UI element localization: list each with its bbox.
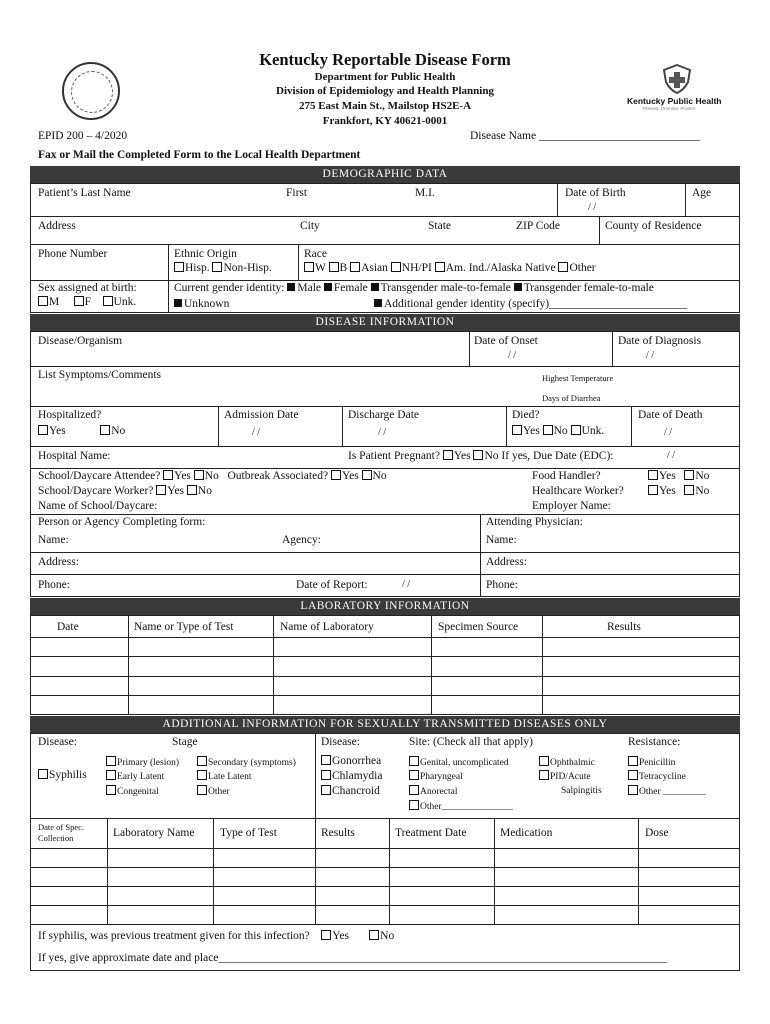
admission-label[interactable]: Admission Date: [224, 409, 299, 421]
admission-slashes: / /: [252, 427, 261, 438]
chlamydia-checkbox[interactable]: [321, 770, 331, 780]
g-unknown-row: [174, 298, 229, 310]
g-ftm-checkbox[interactable]: [514, 283, 522, 291]
school-att-no-label: No: [204, 470, 219, 482]
g-mtf-checkbox[interactable]: [371, 283, 379, 291]
secondary-label: Secondary (symptoms): [208, 758, 296, 768]
gonorrhea-label: Gonorrhea: [332, 755, 382, 767]
std-col-spec-date: Date of Spec. Collection: [38, 822, 85, 843]
last-name-label[interactable]: Patient’s Last Name: [38, 187, 131, 199]
healthcare-options: [648, 485, 709, 497]
food-no-label: No: [695, 470, 710, 482]
prev-yes-checkbox[interactable]: [321, 930, 331, 940]
std-col-medication: Medication: [500, 827, 553, 839]
site-pharyngeal: [409, 770, 463, 782]
logo-tagline: Prevent. Promote. Protect.: [643, 106, 697, 111]
physician-address-label[interactable]: Address:: [486, 556, 527, 568]
completer-phone-label[interactable]: Phone:: [38, 579, 70, 591]
secondary-checkbox[interactable]: [197, 756, 207, 766]
person-agency-label: Person or Agency Completing form:: [38, 516, 206, 528]
county-label[interactable]: County of Residence: [605, 220, 702, 232]
attending-physician-label: Attending Physician:: [486, 516, 583, 528]
chancroid-label: Chancroid: [332, 785, 380, 797]
outbreak-yes-label: Yes: [341, 470, 359, 482]
res-other-field[interactable]: Other _________: [639, 787, 706, 797]
stage-other: [197, 785, 230, 797]
section-disease: DISEASE INFORMATION: [30, 314, 740, 331]
edc-slashes: / /: [667, 450, 676, 461]
lab-col-specimen: Specimen Source: [438, 621, 519, 633]
stage-other-label: Other: [208, 787, 230, 797]
school-att-yes-label: Yes: [174, 470, 191, 482]
school-attendee-label: School/Daycare Attendee?: [38, 470, 161, 482]
shield-cross-icon: [662, 64, 692, 94]
school-worker-row: [38, 485, 212, 497]
preg-yes-label: Yes: [453, 450, 471, 462]
died-unk-checkbox[interactable]: [571, 425, 581, 435]
died-unk-label: Unk.: [581, 425, 605, 437]
zip-label[interactable]: ZIP Code: [516, 220, 560, 232]
g-additional-checkbox[interactable]: [374, 299, 382, 307]
std-stage-label: Stage: [172, 736, 198, 748]
site-genital: [409, 756, 509, 768]
died-yes-label: Yes: [523, 425, 540, 437]
primary-label: Primary (lesion): [117, 758, 180, 768]
race-nhpi-checkbox[interactable]: [391, 262, 401, 272]
section-demographic: DEMOGRAPHIC DATA: [30, 166, 740, 183]
std-col-dose: Dose: [645, 827, 669, 839]
res-penicillin: [628, 756, 675, 768]
tetracycline-label: Tetracycline: [639, 772, 686, 782]
outbreak-yes-checkbox[interactable]: [331, 470, 341, 480]
pid-label: PID/Acute: [550, 772, 591, 782]
school-name-label[interactable]: Name of School/Daycare:: [38, 500, 158, 512]
food-no-checkbox[interactable]: [684, 470, 694, 480]
symptoms-label[interactable]: List Symptoms/Comments: [38, 369, 162, 381]
hosp-no-checkbox[interactable]: [100, 425, 110, 435]
race-asian-checkbox[interactable]: [350, 262, 360, 272]
stage-other-checkbox[interactable]: [197, 785, 207, 795]
pregnant-label: Is Patient Pregnant?: [348, 450, 440, 462]
stage-congenital: [106, 785, 159, 797]
pharyngeal-checkbox[interactable]: [409, 770, 419, 780]
lab-col-laboratory: Name of Laboratory: [280, 621, 374, 633]
tetracycline-checkbox[interactable]: [628, 770, 638, 780]
ethnic-origin-label: Ethnic Origin: [174, 248, 237, 260]
completer-name-label[interactable]: Name:: [38, 534, 69, 546]
ethnic-options: [174, 262, 272, 274]
report-date-label[interactable]: Date of Report:: [296, 579, 368, 591]
section-std: ADDITIONAL INFORMATION FOR SEXUALLY TRANSMITTED DISEASES ONLY: [30, 716, 740, 733]
prev-treatment-row: [38, 930, 394, 942]
res-tetracycline: [628, 770, 686, 782]
late-latent-checkbox[interactable]: [197, 770, 207, 780]
hospitalized-label: Hospitalized?: [38, 409, 102, 421]
g-male-checkbox[interactable]: [287, 283, 295, 291]
food-handler-options: [648, 470, 709, 482]
lab-col-date: Date: [57, 621, 79, 633]
died-options: [512, 425, 604, 437]
food-handler-label: Food Handler?: [532, 470, 601, 482]
std-disease-label: Disease:: [38, 736, 77, 748]
died-no-label: No: [553, 425, 568, 437]
disease-organism-label[interactable]: Disease/Organism: [38, 335, 123, 347]
stage-secondary: [197, 756, 296, 768]
outbreak-no-label: No: [372, 470, 387, 482]
g-female-checkbox[interactable]: [324, 283, 332, 291]
nonhisp-label: Non-Hisp.: [223, 262, 272, 274]
highest-temp-label[interactable]: Highest Temperature: [542, 373, 614, 383]
g-mtf-label: Transgender male-to-female: [380, 282, 511, 294]
food-yes-label: Yes: [659, 470, 676, 482]
pid-checkbox[interactable]: [539, 770, 549, 780]
first-name-label[interactable]: First: [286, 187, 308, 199]
address-label[interactable]: Address: [38, 220, 76, 232]
site-other: [409, 800, 513, 812]
prev-no-label: No: [380, 930, 395, 942]
g-male-label: Male: [297, 282, 322, 294]
healthcare-worker-label: Healthcare Worker?: [532, 485, 624, 497]
g-additional-field[interactable]: Additional gender identity (specify)________________________: [384, 298, 688, 310]
dob-label[interactable]: Date of Birth: [565, 187, 626, 199]
chancroid-row: [321, 785, 380, 797]
genital-label: Genital, uncomplicated: [420, 758, 509, 768]
preg-no-checkbox[interactable]: [473, 450, 483, 460]
race-asian-label: Asian: [361, 262, 388, 274]
division-line: Division of Epidemiology and Health Planning: [276, 85, 494, 97]
city-label[interactable]: City: [300, 220, 320, 232]
died-label: Died?: [512, 409, 540, 421]
physician-name-label[interactable]: Name:: [486, 534, 517, 546]
race-am-label: Am. Ind./Alaska Native: [445, 262, 556, 274]
prev-yes-label: Yes: [332, 930, 350, 942]
prev-treatment-label: If syphilis, was previous treatment given for this infection?: [38, 930, 310, 942]
sex-f-label: F: [84, 296, 92, 308]
days-diarrhea-label[interactable]: Days of Diarrhea: [542, 393, 601, 403]
phone-label[interactable]: Phone Number: [38, 248, 108, 260]
race-options: [304, 262, 596, 274]
penicillin-label: Penicillin: [639, 758, 676, 768]
school-work-yes-label: Yes: [167, 485, 185, 497]
hosp-no-label: No: [111, 425, 126, 437]
primary-checkbox[interactable]: [106, 756, 116, 766]
site-ophthalmic: [539, 756, 595, 768]
outbreak-label: Outbreak Associated?: [227, 470, 329, 482]
agency-label[interactable]: Agency:: [282, 534, 321, 546]
died-no-checkbox[interactable]: [543, 425, 553, 435]
chancroid-checkbox[interactable]: [321, 785, 331, 795]
race-other-checkbox[interactable]: [558, 262, 568, 272]
form-title: Kentucky Reportable Disease Form: [259, 50, 511, 69]
site-other-field[interactable]: Other_______________: [420, 802, 513, 812]
edc-label[interactable]: If yes, Due Date (EDC):: [501, 450, 614, 462]
hisp-checkbox[interactable]: [174, 262, 184, 272]
school-work-no-checkbox[interactable]: [187, 485, 197, 495]
sex-unk-label: Unk.: [113, 296, 137, 308]
salpingitis-label: Salpingitis: [561, 786, 602, 796]
completer-address-label[interactable]: Address:: [38, 556, 79, 568]
section-lab: LABORATORY INFORMATION: [30, 598, 740, 615]
hcw-yes-label: Yes: [659, 485, 676, 497]
died-yes-checkbox[interactable]: [512, 425, 522, 435]
logo-text: Kentucky Public Health: [627, 96, 722, 106]
std-col-results: Results: [321, 827, 355, 839]
site-label: Site: (Check all that apply): [409, 736, 533, 748]
prev-no-checkbox[interactable]: [369, 930, 379, 940]
g-ftm-label: Transgender female-to-male: [523, 282, 654, 294]
res-other-checkbox[interactable]: [628, 785, 638, 795]
gender-label: Current gender identity:: [174, 282, 285, 294]
penicillin-checkbox[interactable]: [628, 756, 638, 766]
preg-no-label: No: [484, 450, 499, 462]
lab-col-test: Name or Type of Test: [134, 621, 234, 633]
outbreak-no-checkbox[interactable]: [362, 470, 372, 480]
preg-yes-checkbox[interactable]: [443, 450, 453, 460]
site-anorectal: [409, 785, 457, 797]
res-other: [628, 785, 706, 797]
state-label[interactable]: State: [428, 220, 451, 232]
hisp-label: Hisp.: [185, 262, 210, 274]
onset-slashes: / /: [508, 350, 517, 361]
sex-f-checkbox[interactable]: [74, 296, 84, 306]
anorectal-label: Anorectal: [420, 787, 458, 797]
epid-number: EPID 200 – 4/2020: [38, 130, 128, 142]
employer-name-label[interactable]: Employer Name:: [532, 500, 611, 512]
death-label[interactable]: Date of Death: [638, 409, 703, 421]
gender-row: [174, 282, 654, 294]
school-att-no-checkbox[interactable]: [194, 470, 204, 480]
g-additional-row: [374, 298, 687, 310]
hosp-yes-label: Yes: [49, 425, 66, 437]
disease-name-field[interactable]: Disease Name ____________________________: [470, 130, 700, 142]
congenital-checkbox[interactable]: [106, 785, 116, 795]
hospitalized-options: [38, 425, 125, 437]
school-attendee-row: [38, 470, 387, 482]
chlamydia-row: [321, 770, 382, 782]
sex-options: [38, 296, 136, 308]
school-work-yes-checkbox[interactable]: [156, 485, 166, 495]
diagnosis-slashes: / /: [646, 350, 655, 361]
discharge-slashes: / /: [378, 427, 387, 438]
physician-phone-label[interactable]: Phone:: [486, 579, 518, 591]
hospital-name-label[interactable]: Hospital Name:: [38, 450, 111, 462]
diagnosis-label[interactable]: Date of Diagnosis: [618, 335, 702, 347]
sex-m-label: M: [49, 296, 60, 308]
anorectal-checkbox[interactable]: [409, 785, 419, 795]
ophthalmic-label: Ophthalmic: [550, 758, 595, 768]
early-latent-checkbox[interactable]: [106, 770, 116, 780]
race-label: Race: [304, 248, 327, 260]
race-w-label: W: [315, 262, 326, 274]
syphilis-checkbox[interactable]: [38, 769, 48, 779]
g-unknown-label: Unknown: [184, 298, 230, 310]
approx-date-place-field[interactable]: If yes, give approximate date and place______________________________________________________________________________: [38, 952, 667, 964]
hosp-yes-checkbox[interactable]: [38, 425, 48, 435]
sex-m-checkbox[interactable]: [38, 296, 48, 306]
resistance-label: Resistance:: [628, 736, 681, 748]
hcw-no-label: No: [695, 485, 710, 497]
congenital-label: Congenital: [117, 787, 159, 797]
onset-label[interactable]: Date of Onset: [474, 335, 538, 347]
sex-unk-checkbox[interactable]: [103, 296, 113, 306]
nonhisp-checkbox[interactable]: [212, 262, 222, 272]
pharyngeal-label: Pharyngeal: [420, 772, 463, 782]
middle-initial-label[interactable]: M.I.: [415, 187, 435, 199]
dob-slashes: / /: [588, 202, 597, 213]
kentucky-state-seal: [62, 62, 120, 120]
g-unknown-checkbox[interactable]: [174, 299, 182, 307]
race-other-label: Other: [569, 262, 596, 274]
pregnant-row: [348, 450, 614, 462]
site-other-checkbox[interactable]: [409, 800, 419, 810]
age-label[interactable]: Age: [692, 187, 712, 199]
stage-primary: [106, 756, 179, 768]
late-latent-label: Late Latent: [208, 772, 252, 782]
discharge-label[interactable]: Discharge Date: [348, 409, 419, 421]
race-w-checkbox[interactable]: [304, 262, 314, 272]
gonorrhea-checkbox[interactable]: [321, 755, 331, 765]
food-yes-checkbox[interactable]: [648, 470, 658, 480]
std-disease2-label: Disease:: [321, 736, 360, 748]
stage-early: [106, 770, 164, 782]
syphilis-row: [38, 769, 87, 781]
gonorrhea-row: [321, 755, 381, 767]
lab-col-results: Results: [607, 621, 641, 633]
address-line-1: 275 East Main St., Mailstop HS2E-A: [298, 100, 472, 112]
race-am-checkbox[interactable]: [435, 262, 445, 272]
race-b-checkbox[interactable]: [329, 262, 339, 272]
school-att-yes-checkbox[interactable]: [163, 470, 173, 480]
std-col-test-type: Type of Test: [220, 827, 277, 839]
address-line-2: Frankfort, KY 40621-0001: [322, 115, 448, 127]
early-latent-label: Early Latent: [117, 772, 165, 782]
genital-checkbox[interactable]: [409, 756, 419, 766]
race-nhpi-label: NH/PI: [401, 262, 432, 274]
report-date-slashes: / /: [402, 579, 411, 590]
std-col-lab-name: Laboratory Name: [113, 827, 195, 839]
g-female-label: Female: [333, 282, 368, 294]
chlamydia-label: Chlamydia: [332, 770, 383, 782]
kentucky-public-health-logo: [625, 64, 730, 112]
stage-late: [197, 770, 252, 782]
school-worker-label: School/Daycare Worker?: [38, 485, 154, 497]
death-slashes: / /: [664, 427, 673, 438]
school-work-no-label: No: [197, 485, 212, 497]
sex-label: Sex assigned at birth:: [38, 282, 137, 294]
syphilis-label: Syphilis: [49, 769, 87, 781]
race-b-label: B: [339, 262, 348, 274]
hcw-yes-checkbox[interactable]: [648, 485, 658, 495]
department-line: Department for Public Health: [314, 71, 456, 83]
ophthalmic-checkbox[interactable]: [539, 756, 549, 766]
hcw-no-checkbox[interactable]: [684, 485, 694, 495]
fax-instruction: Fax or Mail the Completed Form to the Local Health Department: [38, 149, 361, 161]
site-pid: [539, 770, 591, 782]
std-col-treatment-date: Treatment Date: [395, 827, 467, 839]
